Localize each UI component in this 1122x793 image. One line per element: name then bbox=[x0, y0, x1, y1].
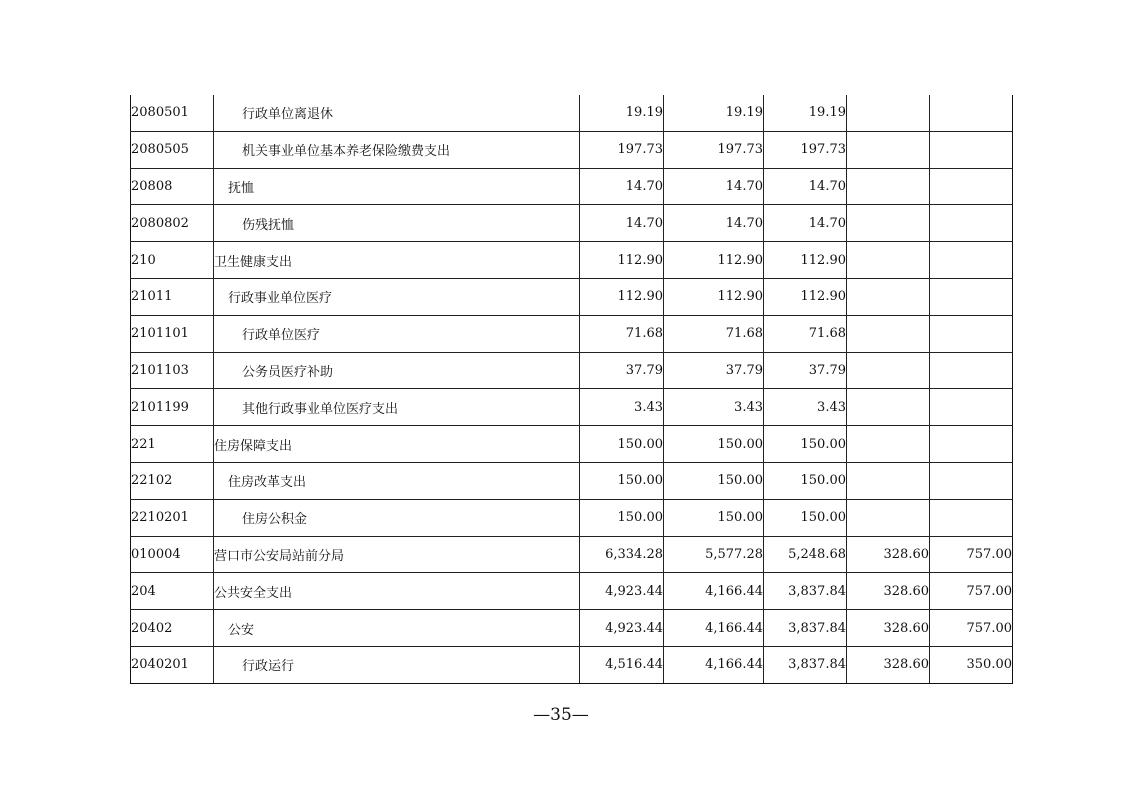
row-value-c2: 14.70 bbox=[664, 205, 764, 242]
row-value-c2: 112.90 bbox=[664, 242, 764, 279]
row-name-cell bbox=[214, 646, 580, 683]
row-name: 住房公积金 bbox=[242, 512, 308, 528]
table-row bbox=[131, 315, 1013, 352]
row-name-cell bbox=[214, 242, 580, 279]
row-value-c5: 757.00 bbox=[930, 610, 1013, 647]
row-name-cell bbox=[214, 573, 580, 610]
row-value-c4 bbox=[847, 131, 930, 168]
row-code: 2101199 bbox=[131, 389, 214, 426]
budget-table bbox=[130, 95, 1013, 684]
row-name: 伤残抚恤 bbox=[242, 217, 295, 233]
row-value-c3: 150.00 bbox=[764, 426, 847, 463]
row-value-c5: 757.00 bbox=[930, 573, 1013, 610]
row-value-c5 bbox=[930, 205, 1013, 242]
row-name-cell bbox=[214, 389, 580, 426]
row-value-c4: 328.60 bbox=[847, 573, 930, 610]
row-value-c5 bbox=[930, 389, 1013, 426]
row-value-c2: 71.68 bbox=[664, 315, 764, 352]
row-value-c4 bbox=[847, 278, 930, 315]
row-code: 221 bbox=[131, 426, 214, 463]
row-value-c5 bbox=[930, 352, 1013, 389]
row-value-c3: 37.79 bbox=[764, 352, 847, 389]
row-value-c2: 150.00 bbox=[664, 426, 764, 463]
row-name-cell bbox=[214, 278, 580, 315]
row-code: 2101103 bbox=[131, 352, 214, 389]
row-name: 行政事业单位医疗 bbox=[228, 291, 333, 307]
row-value-c1: 19.19 bbox=[580, 95, 664, 131]
table-row bbox=[131, 462, 1013, 499]
row-value-c5 bbox=[930, 95, 1013, 131]
row-code: 2080802 bbox=[131, 205, 214, 242]
row-value-c5 bbox=[930, 168, 1013, 205]
row-value-c2: 4,166.44 bbox=[664, 610, 764, 647]
row-value-c5 bbox=[930, 462, 1013, 499]
row-value-c4 bbox=[847, 95, 930, 131]
row-value-c2: 4,166.44 bbox=[664, 573, 764, 610]
table-row bbox=[131, 610, 1013, 647]
row-name: 公务员医疗补助 bbox=[242, 364, 334, 380]
row-name: 营口市公安局站前分局 bbox=[214, 548, 345, 564]
row-value-c4 bbox=[847, 389, 930, 426]
row-value-c4: 328.60 bbox=[847, 646, 930, 683]
row-value-c5 bbox=[930, 426, 1013, 463]
row-name-cell bbox=[214, 610, 580, 647]
row-name-cell bbox=[214, 462, 580, 499]
row-value-c1: 112.90 bbox=[580, 242, 664, 279]
row-code: 2101101 bbox=[131, 315, 214, 352]
row-value-c3: 112.90 bbox=[764, 278, 847, 315]
row-name-cell bbox=[214, 205, 580, 242]
row-value-c2: 3.43 bbox=[664, 389, 764, 426]
row-value-c1: 4,923.44 bbox=[580, 610, 664, 647]
row-value-c1: 14.70 bbox=[580, 205, 664, 242]
row-value-c2: 150.00 bbox=[664, 462, 764, 499]
row-name: 住房保障支出 bbox=[214, 438, 293, 454]
row-value-c4 bbox=[847, 205, 930, 242]
row-name: 抚恤 bbox=[228, 180, 255, 196]
row-code: 21011 bbox=[131, 278, 214, 315]
row-value-c3: 150.00 bbox=[764, 462, 847, 499]
row-value-c1: 6,334.28 bbox=[580, 536, 664, 573]
table-row bbox=[131, 499, 1013, 536]
row-value-c3: 14.70 bbox=[764, 205, 847, 242]
row-value-c2: 37.79 bbox=[664, 352, 764, 389]
row-value-c3: 197.73 bbox=[764, 131, 847, 168]
row-value-c4: 328.60 bbox=[847, 536, 930, 573]
row-value-c1: 71.68 bbox=[580, 315, 664, 352]
row-name: 公共安全支出 bbox=[214, 585, 293, 601]
row-value-c2: 14.70 bbox=[664, 168, 764, 205]
row-name: 行政运行 bbox=[242, 659, 295, 675]
row-value-c2: 19.19 bbox=[664, 95, 764, 131]
row-code: 2080501 bbox=[131, 95, 214, 131]
row-code: 210 bbox=[131, 242, 214, 279]
table-row bbox=[131, 278, 1013, 315]
row-value-c3: 19.19 bbox=[764, 95, 847, 131]
table-row bbox=[131, 646, 1013, 683]
row-value-c1: 197.73 bbox=[580, 131, 664, 168]
row-code: 20402 bbox=[131, 610, 214, 647]
row-value-c4 bbox=[847, 426, 930, 463]
row-code: 2080505 bbox=[131, 131, 214, 168]
row-value-c4 bbox=[847, 462, 930, 499]
row-name-cell bbox=[214, 95, 580, 131]
table-row bbox=[131, 536, 1013, 573]
row-value-c5 bbox=[930, 499, 1013, 536]
row-name: 行政单位医疗 bbox=[242, 328, 321, 344]
row-value-c5: 757.00 bbox=[930, 536, 1013, 573]
table-row bbox=[131, 573, 1013, 610]
row-value-c2: 197.73 bbox=[664, 131, 764, 168]
row-value-c1: 150.00 bbox=[580, 426, 664, 463]
table-row bbox=[131, 95, 1013, 131]
row-code: 22102 bbox=[131, 462, 214, 499]
row-value-c5 bbox=[930, 242, 1013, 279]
row-name: 卫生健康支出 bbox=[214, 254, 293, 270]
row-value-c2: 150.00 bbox=[664, 499, 764, 536]
row-value-c1: 4,516.44 bbox=[580, 646, 664, 683]
row-name: 其他行政事业单位医疗支出 bbox=[242, 401, 399, 417]
row-value-c1: 4,923.44 bbox=[580, 573, 664, 610]
row-value-c5 bbox=[930, 278, 1013, 315]
row-name-cell bbox=[214, 499, 580, 536]
row-value-c3: 5,248.68 bbox=[764, 536, 847, 573]
row-value-c5 bbox=[930, 315, 1013, 352]
row-value-c4 bbox=[847, 242, 930, 279]
row-value-c4 bbox=[847, 315, 930, 352]
row-value-c1: 150.00 bbox=[580, 462, 664, 499]
page-number: —35— bbox=[533, 705, 589, 725]
row-value-c4 bbox=[847, 352, 930, 389]
row-name-cell bbox=[214, 315, 580, 352]
row-name-cell bbox=[214, 426, 580, 463]
row-value-c4 bbox=[847, 499, 930, 536]
row-value-c3: 71.68 bbox=[764, 315, 847, 352]
row-name-cell bbox=[214, 536, 580, 573]
row-value-c1: 37.79 bbox=[580, 352, 664, 389]
row-value-c4 bbox=[847, 168, 930, 205]
row-name: 公安 bbox=[228, 622, 255, 638]
table-row bbox=[131, 426, 1013, 463]
table-row bbox=[131, 131, 1013, 168]
row-value-c5: 350.00 bbox=[930, 646, 1013, 683]
table-row bbox=[131, 389, 1013, 426]
row-code: 20808 bbox=[131, 168, 214, 205]
row-value-c1: 14.70 bbox=[580, 168, 664, 205]
table-row bbox=[131, 242, 1013, 279]
row-value-c1: 112.90 bbox=[580, 278, 664, 315]
row-code: 2210201 bbox=[131, 499, 214, 536]
row-value-c3: 3.43 bbox=[764, 389, 847, 426]
row-name-cell bbox=[214, 352, 580, 389]
row-value-c2: 5,577.28 bbox=[664, 536, 764, 573]
row-code: 2040201 bbox=[131, 646, 214, 683]
row-value-c3: 3,837.84 bbox=[764, 646, 847, 683]
row-value-c3: 3,837.84 bbox=[764, 573, 847, 610]
row-name: 机关事业单位基本养老保险缴费支出 bbox=[242, 144, 451, 160]
table-row bbox=[131, 168, 1013, 205]
row-code: 204 bbox=[131, 573, 214, 610]
row-value-c3: 150.00 bbox=[764, 499, 847, 536]
row-value-c4: 328.60 bbox=[847, 610, 930, 647]
row-value-c2: 112.90 bbox=[664, 278, 764, 315]
table-row bbox=[131, 205, 1013, 242]
row-value-c3: 3,837.84 bbox=[764, 610, 847, 647]
row-code: 010004 bbox=[131, 536, 214, 573]
row-value-c3: 14.70 bbox=[764, 168, 847, 205]
row-name: 行政单位离退休 bbox=[242, 107, 334, 123]
row-name-cell bbox=[214, 131, 580, 168]
row-value-c2: 4,166.44 bbox=[664, 646, 764, 683]
row-value-c1: 150.00 bbox=[580, 499, 664, 536]
row-value-c5 bbox=[930, 131, 1013, 168]
table-row bbox=[131, 352, 1013, 389]
row-value-c1: 3.43 bbox=[580, 389, 664, 426]
table-body bbox=[131, 95, 1013, 683]
row-name: 住房改革支出 bbox=[228, 475, 307, 491]
row-value-c3: 112.90 bbox=[764, 242, 847, 279]
row-name-cell bbox=[214, 168, 580, 205]
